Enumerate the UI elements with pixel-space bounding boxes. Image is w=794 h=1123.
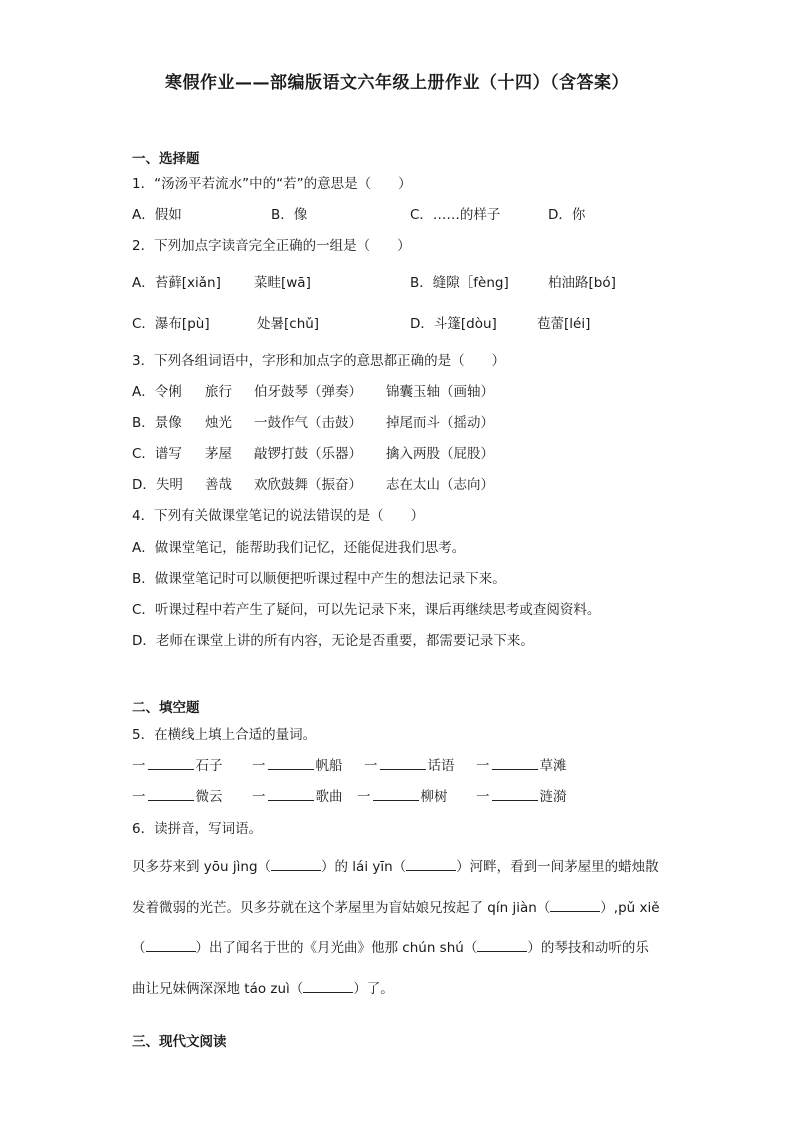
q3-row-b-2: 烛光 <box>205 415 232 431</box>
question-3-stem: 3．下列各组词语中，字形和加点字的意思都正确的是（ ） <box>132 353 506 369</box>
pinyin-answer-blank[interactable] <box>406 858 456 871</box>
q5-item-3: 一 话语 <box>364 758 455 774</box>
q3-row-c-1: C．谱写 <box>132 446 182 462</box>
q5-item-4: 一 草滩 <box>476 758 567 774</box>
measure-word-blank[interactable] <box>148 757 194 770</box>
pinyin-answer-blank[interactable] <box>271 858 321 871</box>
q3-row-d-2: 善哉 <box>205 477 232 493</box>
q4-option-a: A．做课堂笔记，能帮助我们记忆，还能促进我们思考。 <box>132 540 466 556</box>
q3-row-a-1: A．令俐 <box>132 384 182 400</box>
section-heading-reading: 三、现代文阅读 <box>132 1034 227 1050</box>
q4-option-d: D．老师在课堂上讲的所有内容，无论是否重要，都需要记录下来。 <box>132 633 534 649</box>
q4-option-b: B．做课堂笔记时可以顺便把听课过程中产生的想法记录下来。 <box>132 571 506 587</box>
q5-item-2: 一 帆船 <box>252 758 343 774</box>
q3-row-d-3: 欢欣鼓舞（振奋） <box>254 477 362 493</box>
section-heading-choice: 一、选择题 <box>132 151 200 167</box>
q4-option-c: C．听课过程中若产生了疑问，可以先记录下来，课后再继续思考或查阅资料。 <box>132 602 601 618</box>
question-5-stem: 5．在横线上填上合适的量词。 <box>132 727 317 743</box>
measure-word-blank[interactable] <box>380 757 426 770</box>
q1-option-d: D．你 <box>548 207 586 223</box>
question-6-stem: 6．读拼音，写词语。 <box>132 821 263 837</box>
q3-row-a-3: 伯牙鼓琴（弹奏） <box>254 384 362 400</box>
q2-option-d-word2: 苞蕾[léi] <box>537 316 591 332</box>
question-1-stem: 1．“汤汤平若流水”中的“若”的意思是（ ） <box>132 176 412 192</box>
measure-word-blank[interactable] <box>373 788 419 801</box>
q5-item-5: 一 微云 <box>132 789 223 805</box>
page-title: 寒假作业——部编版语文六年级上册作业（十四）（含答案） <box>165 73 629 93</box>
q3-row-a-4: 锦囊玉轴（画轴） <box>386 384 494 400</box>
q3-row-a-2: 旅行 <box>205 384 232 400</box>
q2-option-b-word1: B．缝隙［fèng] <box>410 275 509 291</box>
measure-word-blank[interactable] <box>148 788 194 801</box>
q1-option-a: A．假如 <box>132 207 182 223</box>
q5-item-7: 一 柳树 <box>357 789 448 805</box>
q1-option-b: B．像 <box>271 207 308 223</box>
section-heading-fill: 二、填空题 <box>132 700 200 716</box>
measure-word-blank[interactable] <box>492 788 538 801</box>
q3-row-b-3: 一鼓作气（击鼓） <box>254 415 362 431</box>
q2-option-c-word1: C．瀑布[pù] <box>132 316 210 332</box>
q3-row-c-3: 敲锣打鼓（乐器） <box>254 446 362 462</box>
pinyin-answer-blank[interactable] <box>146 939 196 952</box>
q2-option-b-word2: 柏油路[bó] <box>548 275 616 291</box>
pinyin-answer-blank[interactable] <box>303 980 353 993</box>
q3-row-b-4: 掉尾而斗（摇动） <box>386 415 494 431</box>
measure-word-blank[interactable] <box>492 757 538 770</box>
q5-item-6: 一 歌曲 <box>252 789 343 805</box>
question-2-stem: 2．下列加点字读音完全正确的一组是（ ） <box>132 238 411 254</box>
q6-line-3: （ ）出了闻名于世的《月光曲》他那 chún shú（ ）的琴技和动听的乐 <box>132 940 649 956</box>
q1-option-c: C．……的样子 <box>410 207 501 223</box>
q3-row-c-4: 擒入两股（屁股） <box>386 446 494 462</box>
pinyin-answer-blank[interactable] <box>550 899 600 912</box>
q5-item-1: 一 石子 <box>132 758 223 774</box>
q5-item-8: 一 涟漪 <box>476 789 567 805</box>
question-4-stem: 4．下列有关做课堂笔记的说法错误的是（ ） <box>132 508 425 524</box>
q2-option-a-word1: A．苔藓[xiǎn] <box>132 275 221 291</box>
measure-word-blank[interactable] <box>268 757 314 770</box>
q6-line-1: 贝多芬来到 yōu jìng（ ）的 lái yīn（ ）河畔，看到一间茅屋里的蜡烛散 <box>132 859 659 875</box>
pinyin-answer-blank[interactable] <box>477 939 527 952</box>
q6-line-4: 曲让兄妹俩深深地 táo zuì（ ）了。 <box>132 981 394 997</box>
measure-word-blank[interactable] <box>268 788 314 801</box>
q3-row-d-4: 志在太山（志向） <box>386 477 494 493</box>
q3-row-d-1: D．失明 <box>132 477 183 493</box>
q3-row-b-1: B．景像 <box>132 415 182 431</box>
q2-option-d-word1: D．斗篷[dòu] <box>410 316 497 332</box>
q2-option-c-word2: 处暑[chǔ] <box>257 316 320 332</box>
q3-row-c-2: 茅屋 <box>205 446 232 462</box>
q2-option-a-word2: 菜畦[wā] <box>254 275 311 291</box>
q6-line-2: 发着微弱的光芒。贝多芬就在这个茅屋里为盲姑娘兄按起了 qín jiàn（ ）,pǔ xiě <box>132 900 660 916</box>
